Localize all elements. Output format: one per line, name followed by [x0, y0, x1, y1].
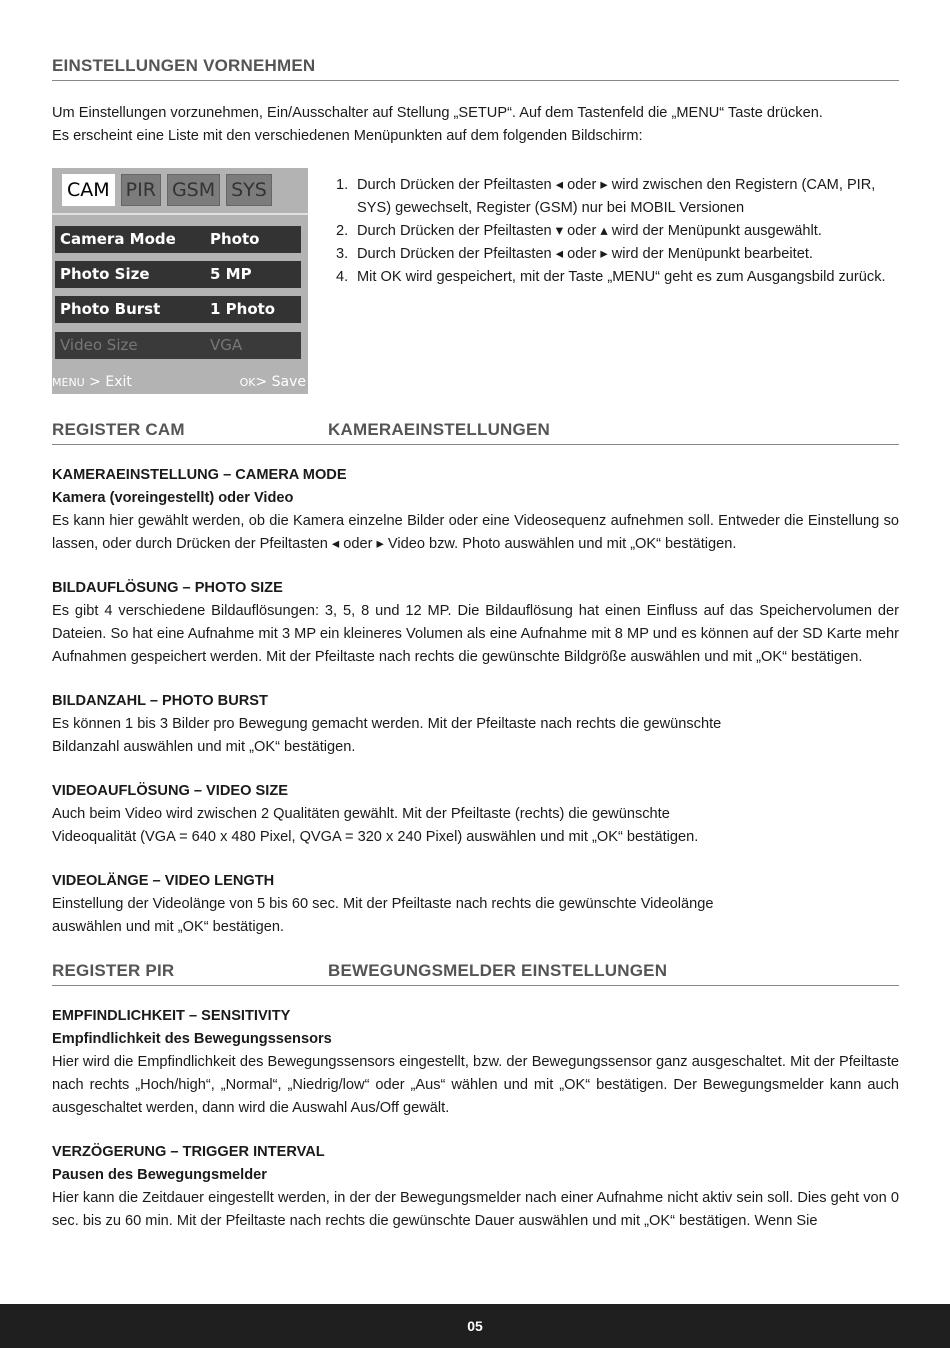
step-item: 4. Mit OK wird gespeichert, mit der Taste „MENU“ geht es zum Ausgangsbild zurück.: [336, 269, 886, 285]
menu-exit-hint: [52, 374, 132, 390]
intro-line-2: Es erscheint eine Liste mit den verschiedenen Menüpunkten auf dem folgenden Bildschirm:: [52, 128, 643, 144]
menu-row-key: Photo Size: [60, 265, 150, 283]
tab-gsm: GSM: [167, 174, 220, 206]
step-item: 3. Durch Drücken der Pfeiltasten ◂ oder ▸ wird der Menüpunkt bearbeitet.: [336, 246, 813, 262]
photo-burst-line-2: Bildanzahl auswählen und mit „OK“ bestätigen.: [52, 739, 356, 755]
step-text: Durch Drücken der Pfeiltasten ◂ oder ▸ wird zwischen den Registern (CAM, PIR, SYS) gewechselt, Register (GSM) nur bei MOBIL Versionen: [357, 177, 876, 216]
section-heading-register-pir: [52, 961, 899, 986]
sensitivity-title: EMPFINDLICHKEIT – SENSITIVITY: [52, 1008, 291, 1024]
register-title: BEWEGUNGSMELDER EINSTELLUNGEN: [328, 961, 668, 980]
tab-sys: SYS: [226, 174, 272, 206]
step-text: Durch Drücken der Pfeiltasten ▾ oder ▴ wird der Menüpunkt ausgewählt.: [357, 223, 822, 239]
tab-pir: PIR: [121, 174, 161, 206]
intro-line-1: Um Einstellungen vorzunehmen, Ein/Ausschalter auf Stellung „SETUP“. Auf dem Tastenfeld die „MENU“ Taste drücken.: [52, 105, 823, 121]
video-length-line-2: auswählen und mit „OK“ bestätigen.: [52, 919, 285, 935]
step-item: 1. Durch Drücken der Pfeiltasten ◂ oder ▸ wird zwischen den Registern (CAM, PIR, SYS) gewechselt, Register (GSM) nur bei MOBIL Versionen: [336, 177, 876, 216]
trigger-interval-title: VERZÖGERUNG – TRIGGER INTERVAL: [52, 1144, 325, 1160]
menu-row-video-size: [55, 332, 301, 359]
menu-row-key: Video Size: [60, 336, 138, 354]
section-heading-einstellungen: [52, 56, 899, 81]
register-label: REGISTER PIR: [52, 961, 175, 980]
menu-save-hint: [240, 374, 306, 390]
register-title: KAMERAEINSTELLUNGEN: [328, 420, 550, 439]
menu-row-key: Camera Mode: [60, 230, 176, 248]
menu-illustration-area: [52, 168, 899, 394]
page-content: [52, 56, 899, 1233]
camera-mode-subtitle: Kamera (voreingestellt) oder Video: [52, 490, 294, 506]
tab-divider: [52, 213, 308, 215]
camera-menu-screen: [52, 168, 308, 394]
sensitivity-text: Hier wird die Empfindlichkeit des Bewegungssensors eingestellt, bzw. der Bewegungssensor ganz ausgeschaltet. Mit der Pfeiltaste nach rechts „Hoch/high“, „Normal“, „Niedrig/low“ oder „Aus“ wählen und mit „OK“ bestätigen. Der Bewegungsmelder kann auch ausgeschaltet werden, dann wird die Auswahl Aus/Off gewält.: [52, 1054, 899, 1116]
menu-row-value: Photo: [210, 230, 260, 248]
video-size-title: VIDEOAUFLÖSUNG – VIDEO SIZE: [52, 783, 288, 799]
menu-save-text: > Save: [255, 374, 306, 390]
menu-row-camera-mode: [55, 226, 301, 253]
video-length-line-1: Einstellung der Videolänge von 5 bis 60 sec. Mit der Pfeiltaste nach rechts die gewünschte Videolänge: [52, 896, 714, 912]
camera-mode-title: KAMERAEINSTELLUNG – CAMERA MODE: [52, 467, 347, 483]
menu-row-value: 5 MP: [210, 265, 252, 283]
photo-size-title: BILDAUFLÖSUNG – PHOTO SIZE: [52, 580, 283, 596]
page-number: 05: [467, 1318, 483, 1334]
menu-row-photo-size: [55, 261, 301, 288]
menu-row-photo-burst: [55, 296, 301, 323]
video-length-title: VIDEOLÄNGE – VIDEO LENGTH: [52, 873, 275, 889]
step-item: 2. Durch Drücken der Pfeiltasten ▾ oder ▴ wird der Menüpunkt ausgewählt.: [336, 223, 822, 239]
instruction-steps: [336, 174, 896, 394]
ok-key-label: OK: [239, 376, 256, 389]
photo-size-text: Es gibt 4 verschiedene Bildauflösungen: 3, 5, 8 und 12 MP. Die Bildauflösung hat einen Einfluss auf das Speichervolumen der Dateien. So hat eine Aufnahme mit 3 MP ein kleineres Volumen als eine Aufnahme mit 8 MP und es können auf der SD Karte mehr Aufnahmen gespeichert werden. Mit der Pfeiltaste nach rechts die gewünschte Bildgröße auswählen und mit „OK“ bestätigen.: [52, 603, 899, 665]
register-label: REGISTER CAM: [52, 420, 185, 439]
page-footer: [0, 1304, 950, 1348]
menu-row-key: Photo Burst: [60, 300, 161, 318]
menu-row-value: VGA: [210, 336, 243, 354]
menu-tabs: [62, 174, 272, 206]
photo-burst-title: BILDANZAHL – PHOTO BURST: [52, 693, 268, 709]
step-text: Mit OK wird gespeichert, mit der Taste „MENU“ geht es zum Ausgangsbild zurück.: [357, 269, 886, 285]
tab-cam: CAM: [62, 174, 115, 206]
video-size-line-2: Videoqualität (VGA = 640 x 480 Pixel, QVGA = 320 x 240 Pixel) auswählen und mit „OK“ bestätigen.: [52, 829, 699, 845]
section-heading-register-cam: [52, 420, 899, 445]
camera-mode-text: Es kann hier gewählt werden, ob die Kamera einzelne Bilder oder eine Videosequenz aufnehmen soll. Entweder die Einstellung so lassen, oder durch Drücken der Pfeiltasten ◂ oder ▸ Video bzw. Photo auswählen und mit „OK“ bestätigen.: [52, 513, 899, 552]
photo-burst-line-1: Es können 1 bis 3 Bilder pro Bewegung gemacht werden. Mit der Pfeiltaste nach rechts die gewünschte: [52, 716, 722, 732]
trigger-interval-text: Hier kann die Zeitdauer eingestellt werden, in der der Bewegungsmelder nach einer Aufnahme nicht aktiv sein soll. Dies geht von 0 sec. bis zu 60 min. Mit der Pfeiltaste nach rechts die gewünschte Dauer auswählen und mit „OK“ bestätigen. Wenn Sie: [52, 1190, 899, 1229]
heading-text: EINSTELLUNGEN VORNEHMEN: [52, 56, 316, 75]
menu-row-value: 1 Photo: [210, 300, 276, 318]
step-text: Durch Drücken der Pfeiltasten ◂ oder ▸ wird der Menüpunkt bearbeitet.: [357, 246, 813, 262]
sensitivity-subtitle: Empfindlichkeit des Bewegungssensors: [52, 1031, 332, 1047]
menu-key-label: MENU: [52, 376, 85, 389]
video-size-line-1: Auch beim Video wird zwischen 2 Qualitäten gewählt. Mit der Pfeiltaste (rechts) die gewünschte: [52, 806, 670, 822]
trigger-interval-subtitle: Pausen des Bewegungsmelder: [52, 1167, 267, 1183]
menu-exit-text: > Exit: [84, 374, 132, 390]
